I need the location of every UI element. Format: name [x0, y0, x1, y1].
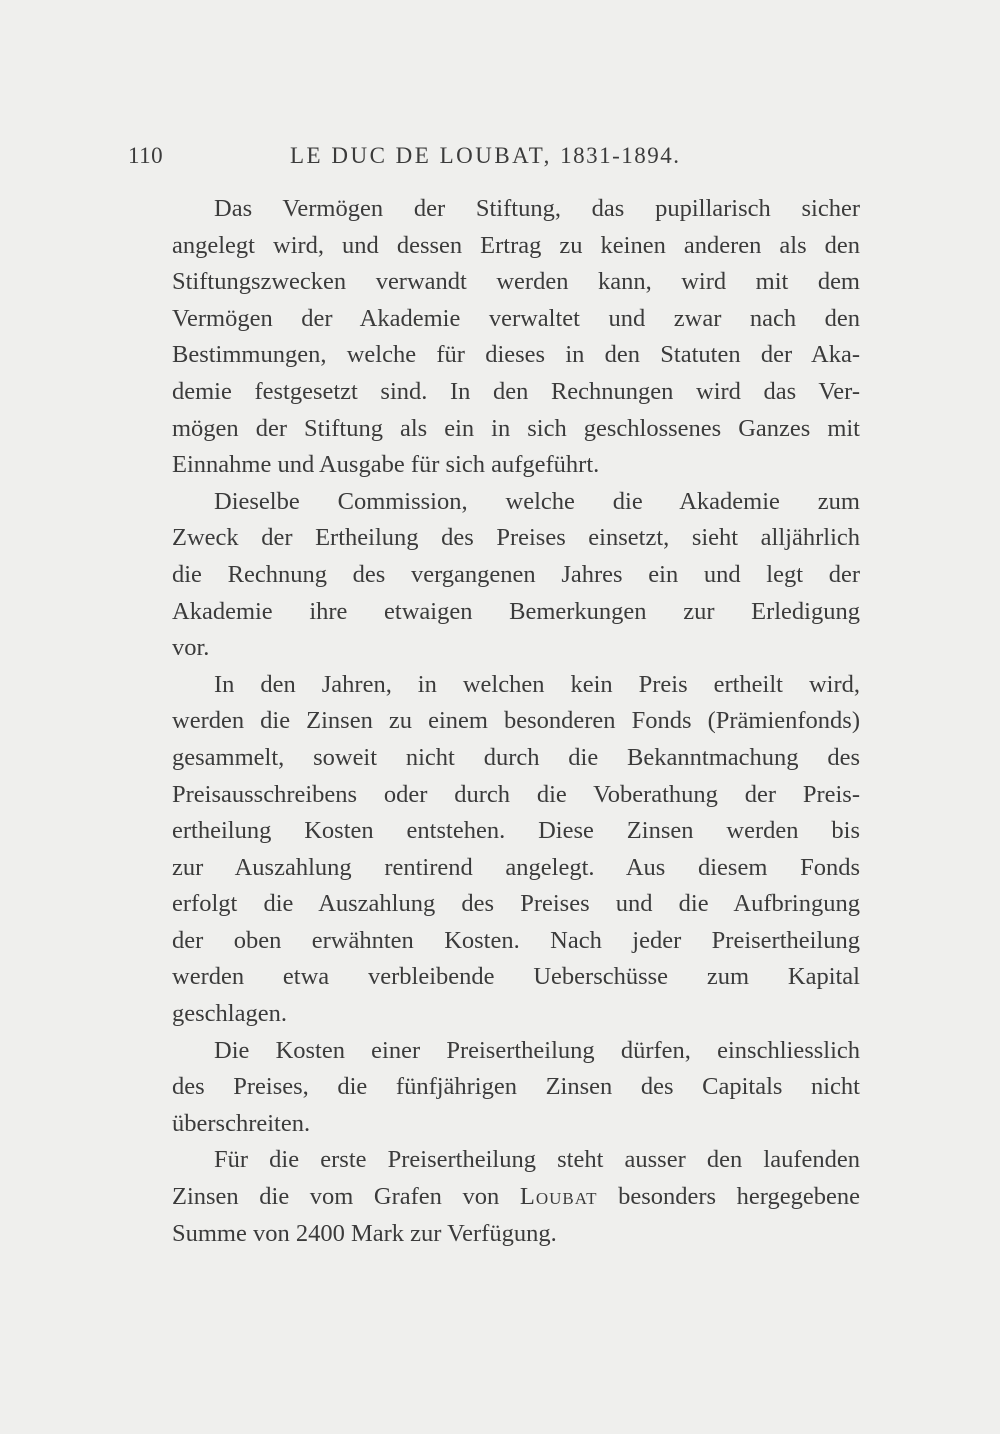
- name-small-caps: Loubat: [519, 1183, 598, 1211]
- running-head-years: 1831-1894.: [560, 143, 681, 168]
- text-line: Summe von 2400 Mark zur Verfügung.: [172, 1219, 557, 1247]
- paragraph-5: [130, 1142, 860, 1252]
- text-line: demie festgesetzt sind. In den Rechnungen wird das Ver-: [172, 377, 860, 405]
- text-line: Das Vermögen der Stiftung, das pupillarisch sicher: [214, 195, 860, 222]
- text-line: zur Auszahlung rentirend angelegt. Aus diesem Fonds: [172, 853, 860, 881]
- text-segment: Zinsen die vom Grafen von: [172, 1183, 520, 1211]
- text-line: überschreiten.: [172, 1109, 311, 1137]
- text-line: Bestimmungen, welche für dieses in den Statuten der Aka-: [172, 341, 860, 369]
- running-head-title: [290, 143, 681, 169]
- text-segment: besonders hergegebene: [597, 1183, 860, 1211]
- text-line: der oben erwähnten Kosten. Nach jeder Preisertheilung: [172, 926, 860, 954]
- text-line: In den Jahren, in welchen kein Preis ertheilt wird,: [214, 670, 860, 698]
- text-line: mögen der Stiftung als ein in sich geschlossenes Ganzes mit: [172, 414, 860, 442]
- text-line: werden etwa verbleibende Ueberschüsse zum Kapital: [172, 963, 860, 991]
- paragraph-2: [130, 484, 860, 667]
- text-line: erfolgt die Auszahlung des Preises und die Aufbringung: [172, 890, 860, 918]
- running-head-name: LE DUC DE LOUBAT,: [290, 143, 552, 168]
- running-head: [128, 143, 862, 177]
- text-line: Stiftungszwecken verwandt werden kann, wird mit dem: [172, 268, 860, 296]
- text-line: die Rechnung des vergangenen Jahres ein und legt der: [172, 560, 860, 588]
- text-line: Die Kosten einer Preisertheilung dürfen, einschliesslich: [214, 1036, 860, 1064]
- text-line: Für die erste Preisertheilung steht ausser den laufenden: [214, 1146, 860, 1174]
- text-line: gesammelt, soweit nicht durch die Bekanntmachung des: [172, 743, 860, 771]
- page-number: 110: [128, 143, 164, 168]
- text-line: des Preises, die fünfjährigen Zinsen des Capitals nicht: [172, 1073, 860, 1101]
- paragraph-4: [130, 1033, 860, 1143]
- paragraph-3: [130, 667, 860, 1033]
- text-line: werden die Zinsen zu einem besonderen Fonds (Prämienfonds): [172, 707, 860, 735]
- text-line: Preisausschreibens oder durch die Voberathung der Preis-: [172, 780, 860, 808]
- paragraph-1: [130, 191, 860, 484]
- text-line: angelegt wird, und dessen Ertrag zu keinen anderen als den: [172, 231, 860, 259]
- text-line: [130, 1179, 860, 1216]
- text-line: Dieselbe Commission, welche die Akademie zum: [214, 487, 860, 515]
- text-line: geschlagen.: [172, 1000, 287, 1028]
- text-line: vor.: [172, 634, 210, 662]
- text-line: Vermögen der Akademie verwaltet und zwar nach den: [172, 304, 860, 332]
- text-line: Einnahme und Ausgabe für sich aufgeführt.: [172, 451, 600, 479]
- body-text: [130, 191, 860, 1252]
- text-line: Zweck der Ertheilung des Preises einsetzt, sieht alljährlich: [172, 524, 860, 552]
- text-line: ertheilung Kosten entstehen. Diese Zinsen werden bis: [172, 817, 860, 845]
- text-line: Akademie ihre etwaigen Bemerkungen zur Erledigung: [172, 597, 860, 625]
